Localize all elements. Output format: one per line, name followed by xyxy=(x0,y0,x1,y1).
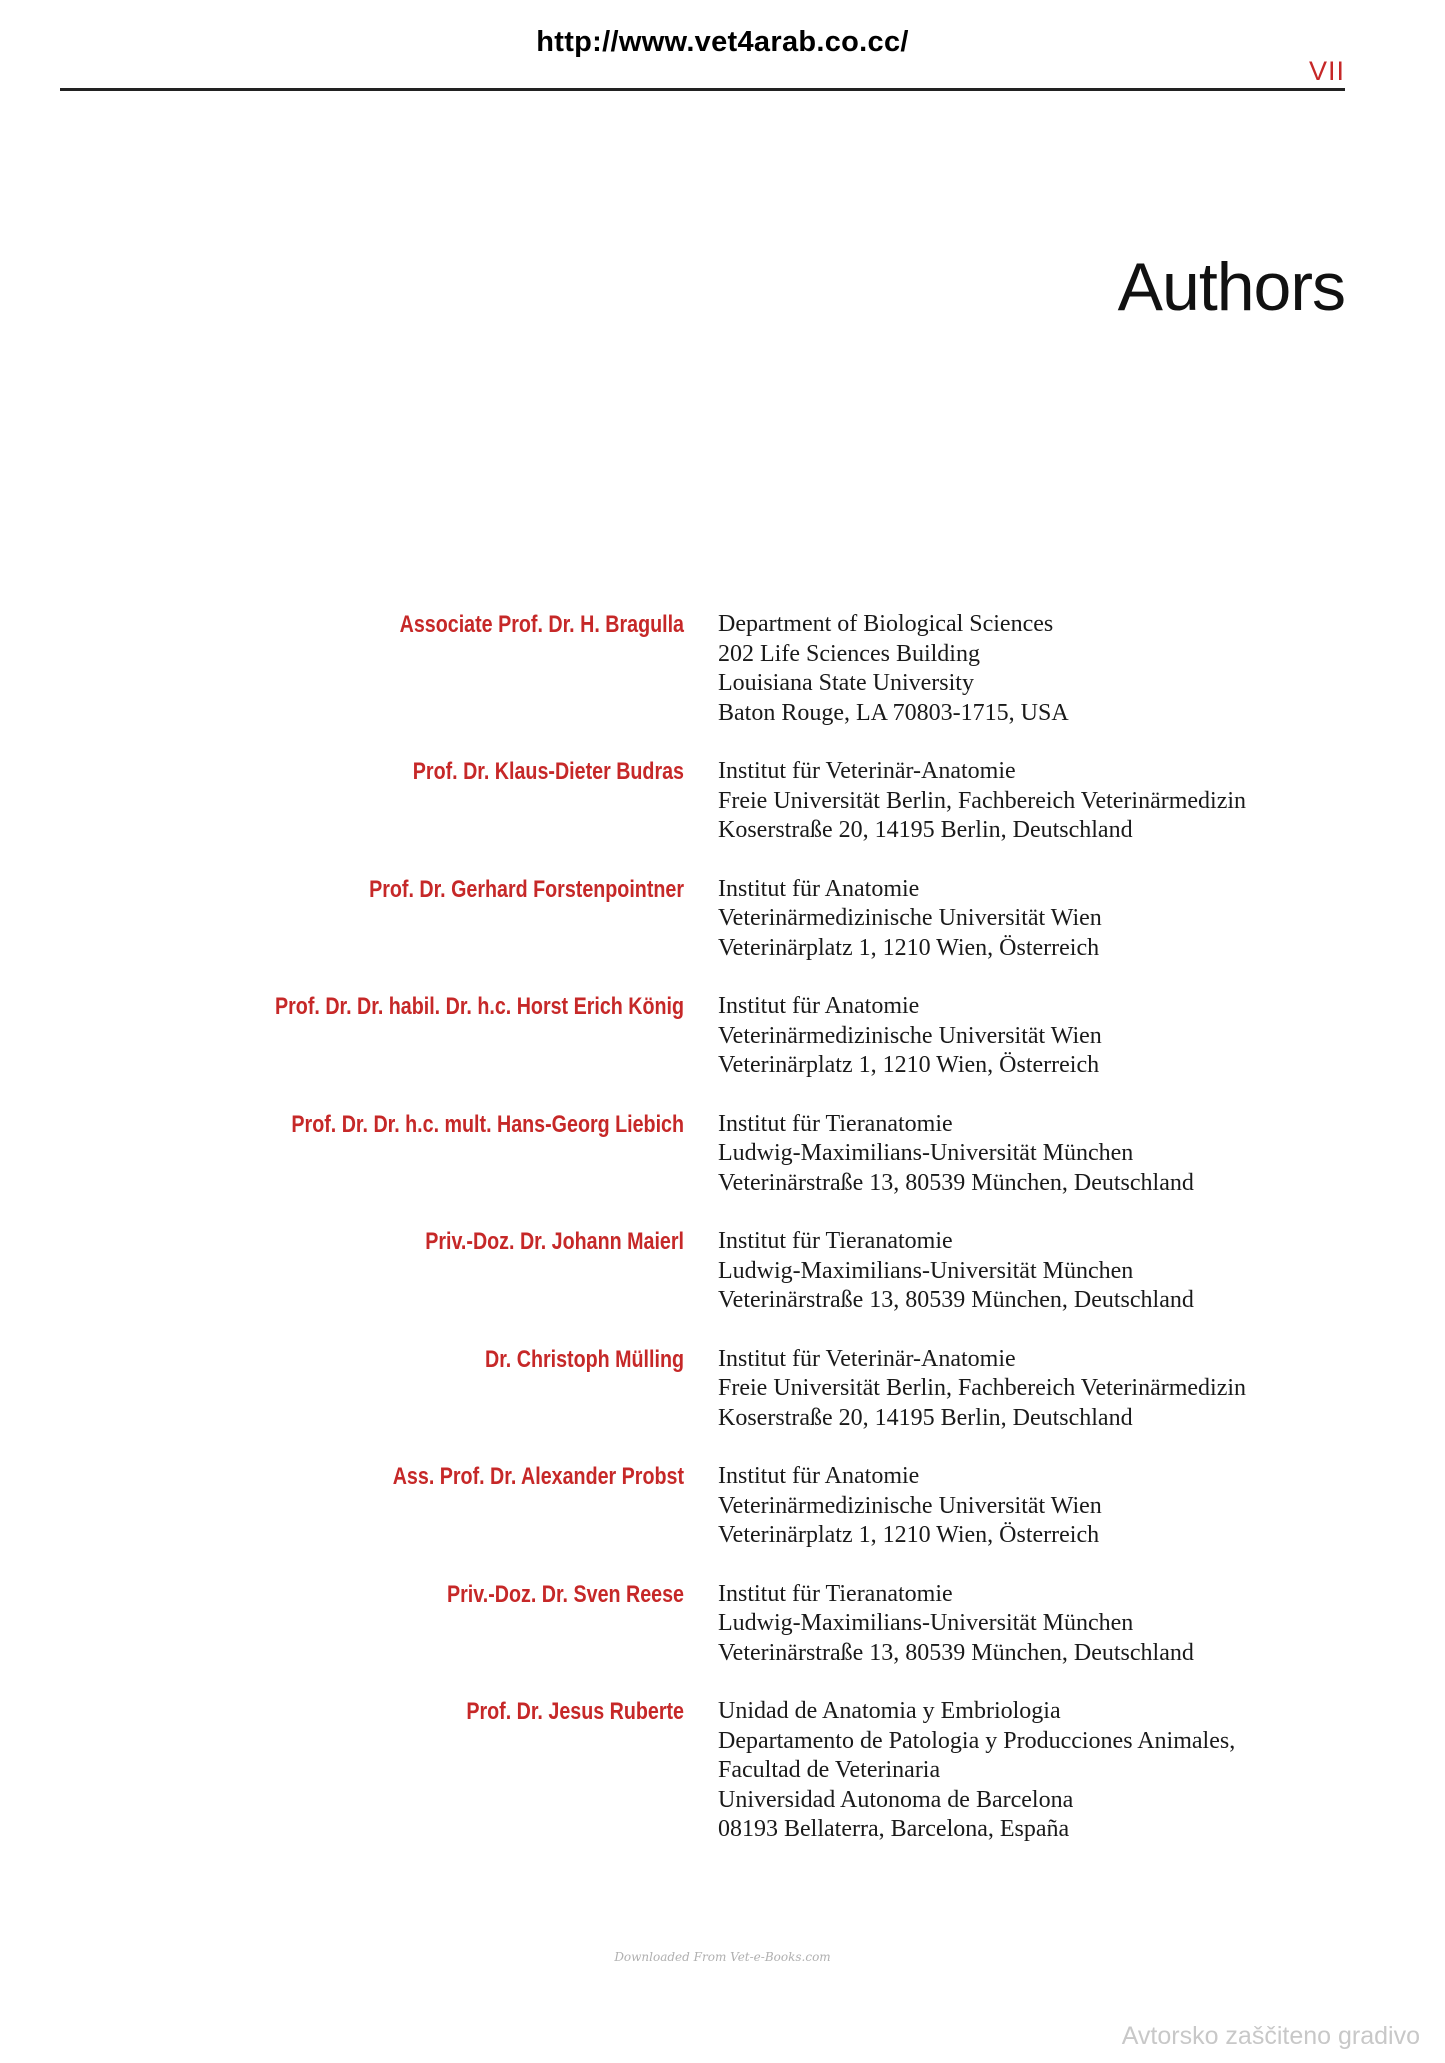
author-name: Prof. Dr. Klaus-Dieter Budras xyxy=(412,758,684,785)
affiliation-line: Veterinärstraße 13, 80539 München, Deutschland xyxy=(718,1287,1194,1313)
affiliation-line: Veterinärplatz 1, 1210 Wien, Österreich xyxy=(718,1522,1100,1548)
affiliation-line: Institut für Anatomie xyxy=(718,1463,920,1489)
author-affiliation xyxy=(718,1580,1445,1669)
affiliation-line: Baton Rouge, LA 70803-1715, USA xyxy=(718,699,1069,726)
author-name: Prof. Dr. Dr. h.c. mult. Hans-Georg Liebich xyxy=(291,1110,684,1138)
author-name: Prof. Dr. Jesus Ruberte xyxy=(466,1698,684,1725)
author-entry xyxy=(0,875,1445,964)
author-entry xyxy=(0,1462,1445,1551)
affiliation-line: Veterinärplatz 1, 1210 Wien, Österreich xyxy=(718,1052,1100,1078)
affiliation-line: Facultad de Veterinaria xyxy=(718,1757,941,1783)
affiliation-line: 202 Life Sciences Building xyxy=(718,640,980,667)
affiliation-line: Universidad Autonoma de Barcelona xyxy=(718,1786,1074,1813)
author-name: Dr. Christoph Mülling xyxy=(485,1345,684,1373)
site-url-header: http://www.vet4arab.co.cc/ xyxy=(536,26,909,58)
copyright-watermark: Avtorsko zaščiteno gradivo xyxy=(1121,2022,1420,2050)
author-affiliation xyxy=(718,1227,1445,1316)
author-affiliation xyxy=(718,992,1445,1081)
author-affiliation xyxy=(718,757,1445,846)
page-number: VII xyxy=(1308,56,1345,86)
download-source-note: Downloaded From Vet-e-Books.com xyxy=(614,1950,831,1964)
affiliation-line: Koserstraße 20, 14195 Berlin, Deutschland xyxy=(718,1404,1133,1431)
header-divider xyxy=(60,88,1345,91)
author-name: Priv.-Doz. Dr. Sven Reese xyxy=(447,1580,684,1608)
author-affiliation xyxy=(718,1697,1445,1845)
affiliation-line: Ludwig-Maximilians-Universität München xyxy=(718,1610,1134,1636)
author-entry xyxy=(0,610,1445,728)
affiliation-line: 08193 Bellaterra, Barcelona, España xyxy=(718,1816,1070,1842)
author-affiliation xyxy=(718,1345,1445,1434)
affiliation-line: Institut für Anatomie xyxy=(718,993,920,1019)
author-affiliation xyxy=(718,610,1445,728)
author-affiliation xyxy=(718,1110,1445,1199)
affiliation-line: Unidad de Anatomia y Embriologia xyxy=(718,1698,1061,1724)
affiliation-line: Ludwig-Maximilians-Universität München xyxy=(718,1140,1134,1166)
author-name: Ass. Prof. Dr. Alexander Probst xyxy=(392,1463,684,1490)
affiliation-line: Ludwig-Maximilians-Universität München xyxy=(718,1257,1134,1284)
affiliation-line: Veterinärmedizinische Universität Wien xyxy=(718,905,1102,931)
author-affiliation xyxy=(718,1462,1445,1551)
affiliation-line: Institut für Tieranatomie xyxy=(718,1110,953,1137)
author-name: Prof. Dr. Dr. habil. Dr. h.c. Horst Erich König xyxy=(275,993,684,1020)
affiliation-line: Louisiana State University xyxy=(718,670,974,696)
author-name: Associate Prof. Dr. H. Bragulla xyxy=(399,611,684,638)
affiliation-line: Veterinärplatz 1, 1210 Wien, Österreich xyxy=(718,934,1100,961)
author-entry xyxy=(0,1227,1445,1316)
affiliation-line: Freie Universität Berlin, Fachbereich Veterinärmedizin xyxy=(718,1375,1247,1401)
affiliation-line: Institut für Anatomie xyxy=(718,875,920,902)
affiliation-line: Department of Biological Sciences xyxy=(718,611,1054,637)
affiliation-line: Veterinärmedizinische Universität Wien xyxy=(718,1492,1102,1519)
author-entry xyxy=(0,992,1445,1081)
affiliation-line: Koserstraße 20, 14195 Berlin, Deutschland xyxy=(718,817,1133,843)
affiliation-line: Veterinärstraße 13, 80539 München, Deutschland xyxy=(718,1169,1194,1196)
author-entry xyxy=(0,757,1445,846)
affiliation-line: Departamento de Patologia y Producciones Animales, xyxy=(718,1727,1236,1754)
author-entry xyxy=(0,1580,1445,1669)
page-title: Authors xyxy=(1117,249,1345,325)
author-name: Prof. Dr. Gerhard Forstenpointner xyxy=(369,875,684,903)
affiliation-line: Institut für Veterinär-Anatomie xyxy=(718,1345,1016,1372)
affiliation-line: Freie Universität Berlin, Fachbereich Veterinärmedizin xyxy=(718,787,1247,814)
affiliation-line: Institut für Tieranatomie xyxy=(718,1580,953,1607)
affiliation-line: Institut für Tieranatomie xyxy=(718,1228,953,1254)
author-list xyxy=(0,610,1445,1874)
affiliation-line: Institut für Veterinär-Anatomie xyxy=(718,758,1016,784)
author-affiliation xyxy=(718,875,1445,964)
affiliation-line: Veterinärstraße 13, 80539 München, Deutschland xyxy=(718,1639,1194,1666)
affiliation-line: Veterinärmedizinische Universität Wien xyxy=(718,1022,1102,1049)
author-entry xyxy=(0,1110,1445,1199)
author-entry xyxy=(0,1697,1445,1845)
author-entry xyxy=(0,1345,1445,1434)
author-name: Priv.-Doz. Dr. Johann Maierl xyxy=(425,1228,684,1255)
